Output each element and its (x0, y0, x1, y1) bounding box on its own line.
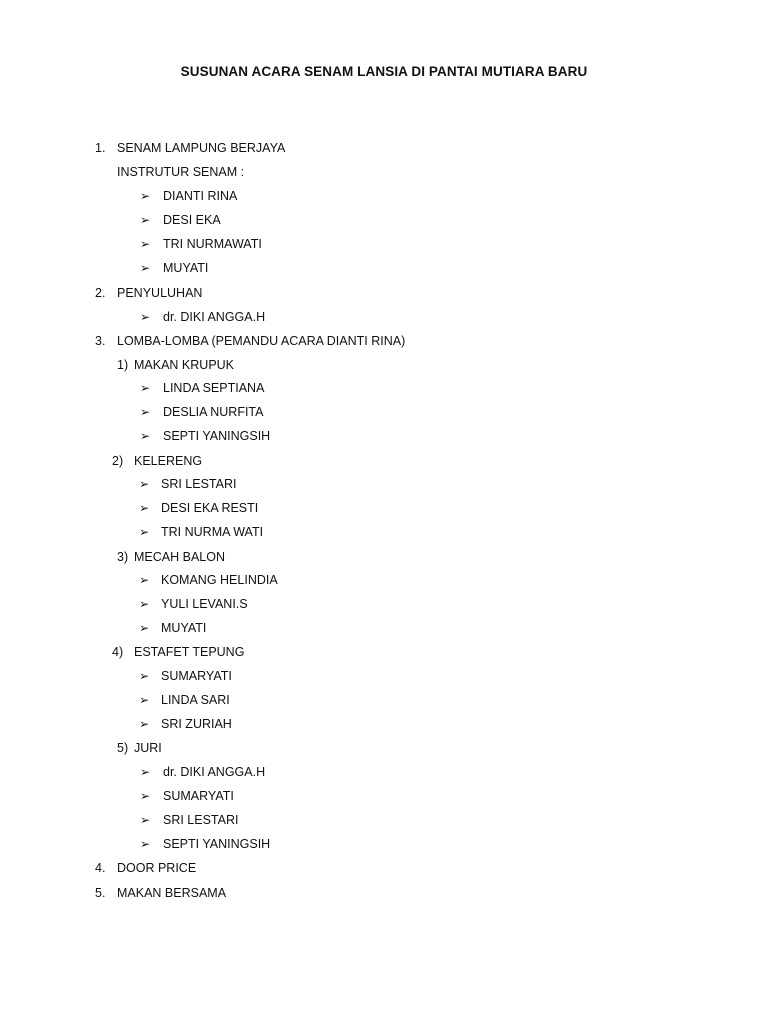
arrow-bullet-icon: ➢ (139, 597, 150, 611)
arrow-bullet-icon: ➢ (140, 213, 151, 227)
item-label-penyuluhan: PENYULUHAN (117, 286, 203, 300)
subitem-number: 2) (112, 454, 124, 468)
instruktur-label: INSTRUTUR SENAM : (117, 165, 245, 179)
arrow-bullet-icon: ➢ (139, 573, 150, 587)
item-label-makan-bersama: MAKAN BERSAMA (117, 886, 227, 900)
arrow-bullet-icon: ➢ (139, 525, 150, 539)
arrow-bullet-icon: ➢ (139, 669, 150, 683)
arrow-bullet-icon: ➢ (140, 310, 151, 324)
subitem-label: ESTAFET TEPUNG (134, 645, 245, 659)
participant-name: SUMARYATI (161, 669, 232, 683)
instruktur-name: TRI NURMAWATI (163, 237, 262, 251)
participant-name: KOMANG HELINDIA (161, 573, 278, 587)
juri-name: dr. DIKI ANGGA.H (163, 765, 266, 779)
item-number-3: 3. (95, 334, 106, 348)
arrow-bullet-icon: ➢ (140, 405, 151, 419)
item-number-4: 4. (95, 861, 106, 875)
subitem-label: MECAH BALON (134, 550, 225, 564)
participant-name: DESI EKA RESTI (161, 501, 259, 515)
subitem-label: KELERENG (134, 454, 203, 468)
arrow-bullet-icon: ➢ (140, 237, 151, 251)
subitem-label: JURI (134, 741, 162, 755)
subitem-number: 3) (117, 550, 129, 564)
participant-name: DESLIA NURFITA (163, 405, 264, 419)
participant-name: SRI LESTARI (161, 477, 237, 491)
item-label-senam: SENAM LAMPUNG BERJAYA (117, 141, 286, 155)
instruktur-name: DESI EKA (163, 213, 221, 227)
instruktur-name: MUYATI (163, 261, 209, 275)
arrow-bullet-icon: ➢ (140, 381, 151, 395)
subitem-number: 5) (117, 741, 129, 755)
arrow-bullet-icon: ➢ (139, 477, 150, 491)
participant-name: YULI LEVANI.S (161, 597, 248, 611)
document-title: SUSUNAN ACARA SENAM LANSIA DI PANTAI MUTIARA BARU (180, 64, 588, 79)
participant-name: TRI NURMA WATI (161, 525, 264, 539)
arrow-bullet-icon: ➢ (140, 813, 151, 827)
arrow-bullet-icon: ➢ (139, 693, 150, 707)
subitem-number: 4) (112, 645, 124, 659)
arrow-bullet-icon: ➢ (140, 189, 151, 203)
arrow-bullet-icon: ➢ (139, 501, 150, 515)
subitem-label: MAKAN KRUPUK (134, 358, 235, 372)
arrow-bullet-icon: ➢ (140, 429, 151, 443)
participant-name: SRI ZURIAH (161, 717, 232, 731)
arrow-bullet-icon: ➢ (139, 717, 150, 731)
juri-name: SRI LESTARI (163, 813, 239, 827)
arrow-bullet-icon: ➢ (140, 261, 151, 275)
item-number-2: 2. (95, 286, 106, 300)
arrow-bullet-icon: ➢ (139, 621, 150, 635)
item-label-door-price: DOOR PRICE (117, 861, 197, 875)
item-label-lomba: LOMBA-LOMBA (PEMANDU ACARA DIANTI RINA) (117, 334, 406, 348)
item-number-1: 1. (95, 141, 106, 155)
arrow-bullet-icon: ➢ (140, 837, 151, 851)
juri-name: SEPTI YANINGSIH (163, 837, 271, 851)
arrow-bullet-icon: ➢ (140, 765, 151, 779)
participant-name: SEPTI YANINGSIH (163, 429, 271, 443)
arrow-bullet-icon: ➢ (140, 789, 151, 803)
item-number-5: 5. (95, 886, 106, 900)
participant-name: LINDA SARI (161, 693, 230, 707)
subitem-number: 1) (117, 358, 129, 372)
juri-name: SUMARYATI (163, 789, 234, 803)
participant-name: MUYATI (161, 621, 207, 635)
participant-name: LINDA SEPTIANA (163, 381, 265, 395)
instruktur-name: DIANTI RINA (163, 189, 238, 203)
penyuluh-name: dr. DIKI ANGGA.H (163, 310, 266, 324)
